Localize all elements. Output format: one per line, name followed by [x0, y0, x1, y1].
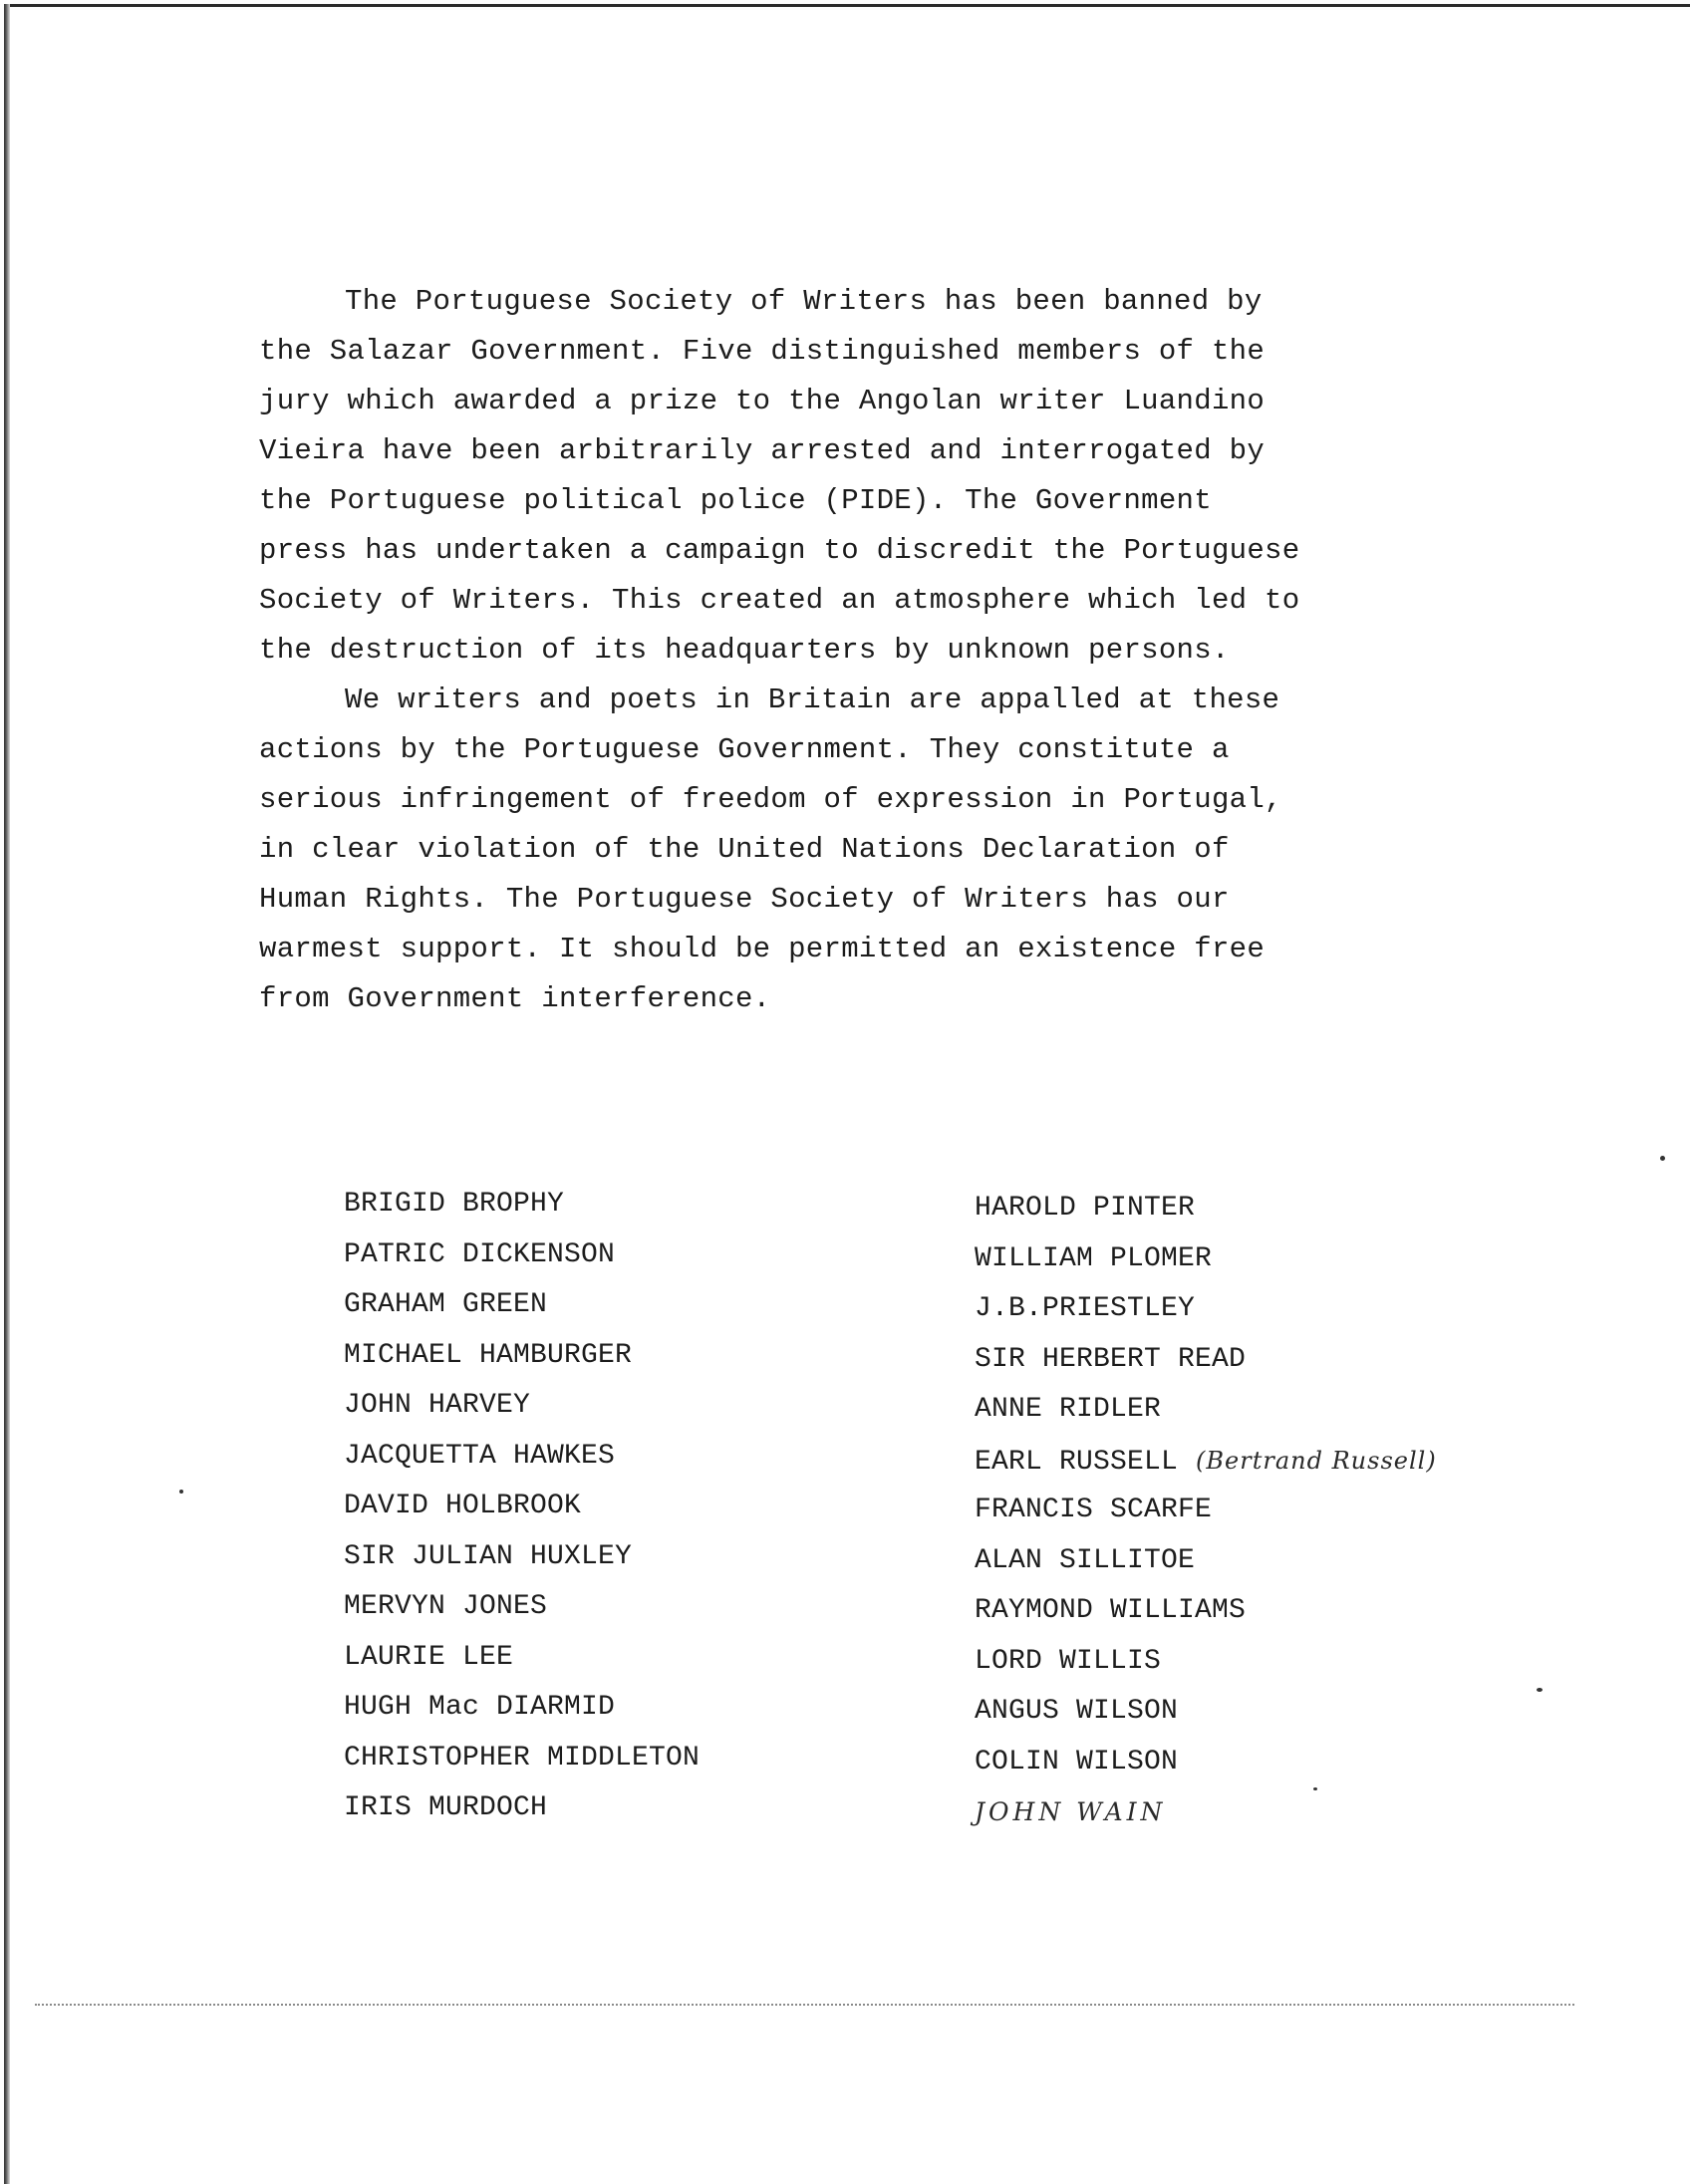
ink-speck — [1660, 1156, 1665, 1161]
signatory-name: SIR HERBERT READ — [975, 1343, 1247, 1375]
signatory-name: SIR JULIAN HUXLEY — [344, 1540, 633, 1572]
signatory-name: HUGH Mac DIARMID — [344, 1692, 616, 1723]
signatory-name: PATRIC DICKENSON — [344, 1238, 616, 1270]
handwritten-russell-note: (Bertrand Russell) — [1196, 1446, 1437, 1475]
signatory-name: WILLIAM PLOMER — [975, 1242, 1213, 1274]
paragraph-1: The Portuguese Society of Writers has been banned by the Salazar Government. Five distinguished members of the jury which awarded a prize to the Angolan writer Luandino Vieira have been arbitrarily arrested and interrogated by the Portuguese political police (PIDE). The Government press has undertaken a campaign to discredit the Portuguese Society of Writers. This created an atmosphere which led to the destruction of its headquarters by unknown persons. — [259, 285, 1300, 667]
ink-speck — [1313, 1787, 1317, 1790]
signatory-name: LORD WILLIS — [975, 1645, 1162, 1677]
signatory-name: IRIS MURDOCH — [344, 1792, 548, 1823]
signatory-name: J.B.PRIESTLEY — [975, 1293, 1196, 1324]
bottom-divider — [35, 2004, 1574, 2006]
ink-speck — [179, 1490, 183, 1494]
signatory-name: GRAHAM GREEN — [344, 1289, 548, 1320]
signatory-name: ANNE RIDLER — [975, 1394, 1162, 1425]
ink-speck — [1537, 1688, 1543, 1692]
signatory-name: ANGUS WILSON — [975, 1696, 1179, 1727]
signatory-name: RAYMOND WILLIAMS — [975, 1595, 1247, 1626]
page-top-edge — [4, 4, 1690, 7]
signatory-name: HAROLD PINTER — [975, 1193, 1196, 1224]
paragraph-2: We writers and poets in Britain are appalled at these actions by the Portuguese Government. They constitute a serious infringement of freedom of expression in Portugal, in clear violation of the United Nations Declaration of Human Rights. The Portuguese Society of Writers has our warmest support. It should be permitted an existence free from Government interference. — [259, 683, 1282, 1015]
signatory-name: DAVID HOLBROOK — [344, 1491, 582, 1521]
signatory-name: ALAN SILLITOE — [975, 1544, 1196, 1576]
signatory-name: MICHAEL HAMBURGER — [344, 1339, 633, 1371]
signatory-name: MERVYN JONES — [344, 1591, 548, 1622]
signatory-list-right — [975, 1184, 1437, 1838]
signatory-name: FRANCIS SCARFE — [975, 1495, 1213, 1525]
signatory-name: CHRISTOPHER MIDDLETON — [344, 1742, 701, 1774]
signatory-name: BRIGID BROPHY — [344, 1189, 565, 1220]
signatory-name: JACQUETTA HAWKES — [344, 1440, 616, 1472]
signatory-list-left — [344, 1180, 700, 1834]
statement-body — [259, 277, 1315, 1024]
signatory-name: JOHN HARVEY — [344, 1390, 531, 1421]
handwritten-signatory-name: JOHN WAIN — [975, 1797, 1167, 1826]
signatory-name: EARL RUSSELL — [975, 1446, 1179, 1478]
page-left-edge — [4, 4, 10, 2184]
signatory-name: COLIN WILSON — [975, 1746, 1179, 1777]
signatory-row-russell — [975, 1436, 1437, 1487]
signatory-name: LAURIE LEE — [344, 1641, 514, 1673]
